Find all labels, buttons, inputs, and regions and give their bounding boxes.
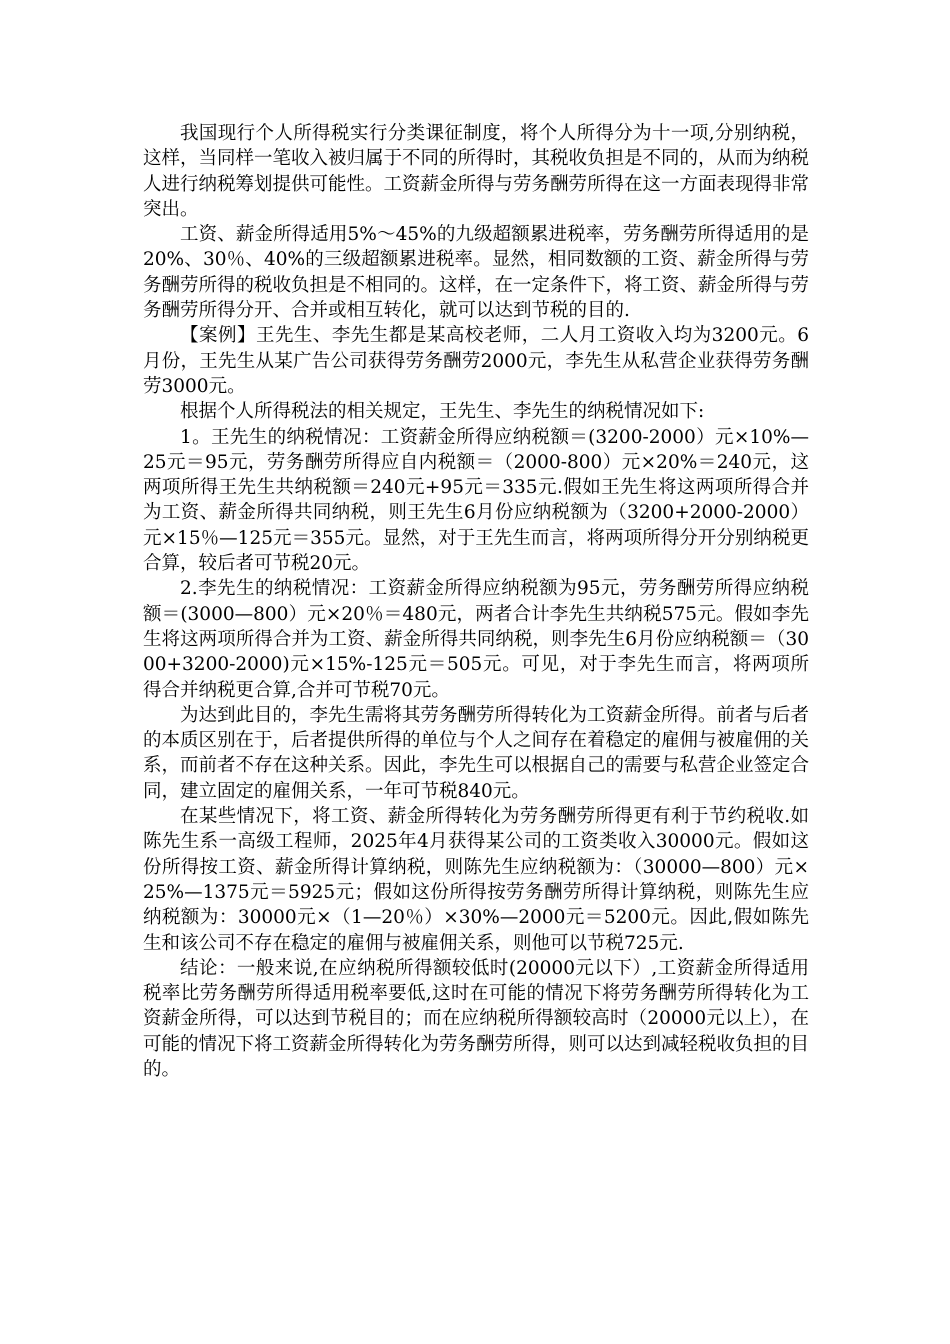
document-body — [143, 121, 809, 1082]
paragraph-case-lead: 根据个人所得税法的相关规定，王先生、李先生的纳税情况如下: — [180, 401, 705, 423]
paragraph-tax-rates: 工资、薪金所得适用5%～45%的九级超额累进税率，劳务酬劳所得适用的是20%、30％、40%的三级超额累进税率。显然，相同数额的工资、薪金所得与劳务酬劳所得的税收负担是不相同的。这样，在一定条件下，将工资、薪金所得与劳务酬劳所得分开、合并或相互转化，就可以达到节税的目的. — [143, 224, 810, 322]
paragraph-conversion: 为达到此目的，李先生需将其劳务酬劳所得转化为工资薪金所得。前者与后者的本质区别在于，后者提供所得的单位与个人之间存在着稳定的雇佣与被雇佣的关系，而前者不存在这种关系。因此，李先生可以根据自己的需要与私营企业签定合同，建立固定的雇佣关系，一年可节税840元。 — [143, 704, 810, 802]
paragraph-li: 2.李先生的纳税情况：工资薪金所得应纳税额为95元，劳务酬劳所得应纳税额＝(3000—800）元×20％＝480元，两者合计李先生共纳税575元。假如李先生将这两项所得合并为工资、薪金所得共同纳税，则李先生6月份应纳税额＝（3000+3200-2000)元×15%-125元＝505元。可见，对于李先生而言，将两项所得合并纳税更合算,合并可节税70元。 — [143, 578, 809, 701]
paragraph-chen: 在某些情况下，将工资、薪金所得转化为劳务酬劳所得更有利于节约税收.如陈先生系一高级工程师，2025年4月获得某公司的工资类收入30000元。假如这份所得按工资、薪金所得计算纳税，则陈先生应纳税额为：（30000—800）元×25%—1375元＝5925元；假如这份所得按劳务酬劳所得计算纳税，则陈先生应纳税额为：30000元×（1—20％）×30%—2000元＝5200元。因此,假如陈先生和该公司不存在稳定的雇佣与被雇佣关系，则他可以节税725元. — [143, 806, 809, 954]
paragraph-conclusion: 结论：一般来说,在应纳税所得额较低时(20000元以下）,工资薪金所得适用税率比劳务酬劳所得适用税率要低,这时在可能的情况下将劳务酬劳所得转化为工资薪金所得，可以达到节税目的；而在应纳税所得额较高时（20000元以上），在可能的情况下将工资薪金所得转化为劳务酬劳所得，则可以达到减轻税收负担的目的。 — [143, 957, 810, 1080]
paragraph-wang: 1。王先生的纳税情况：工资薪金所得应纳税额＝(3200-2000）元×10%—25元＝95元，劳务酬劳所得应自内税额＝（2000-800）元×20%＝240元，这两项所得王先生共纳税额＝240元+95元＝335元.假如王先生将这两项所得合并为工资、薪金所得共同纳税，则王先生6月份应纳税额为（3200+2000-2000）元×15％—125元＝355元。显然，对于王先生而言，将两项所得分开分别纳税更合算，较后者可节税20元。 — [143, 426, 809, 575]
paragraph-case: 【案例】王先生、李先生都是某高校老师，二人月工资收入均为3200元。6月份，王先生从某广告公司获得劳务酬劳2000元，李先生从私营企业获得劳务酬劳3000元。 — [143, 325, 809, 397]
paragraph-intro: 我国现行个人所得税实行分类课征制度，将个人所得分为十一项,分别纳税，这样，当同样一笔收入被归属于不同的所得时，其税收负担是不同的，从而为纳税人进行纳税筹划提供可能性。工资薪金所得与劳务酬劳所得在这一方面表现得非常突出。 — [143, 123, 810, 220]
